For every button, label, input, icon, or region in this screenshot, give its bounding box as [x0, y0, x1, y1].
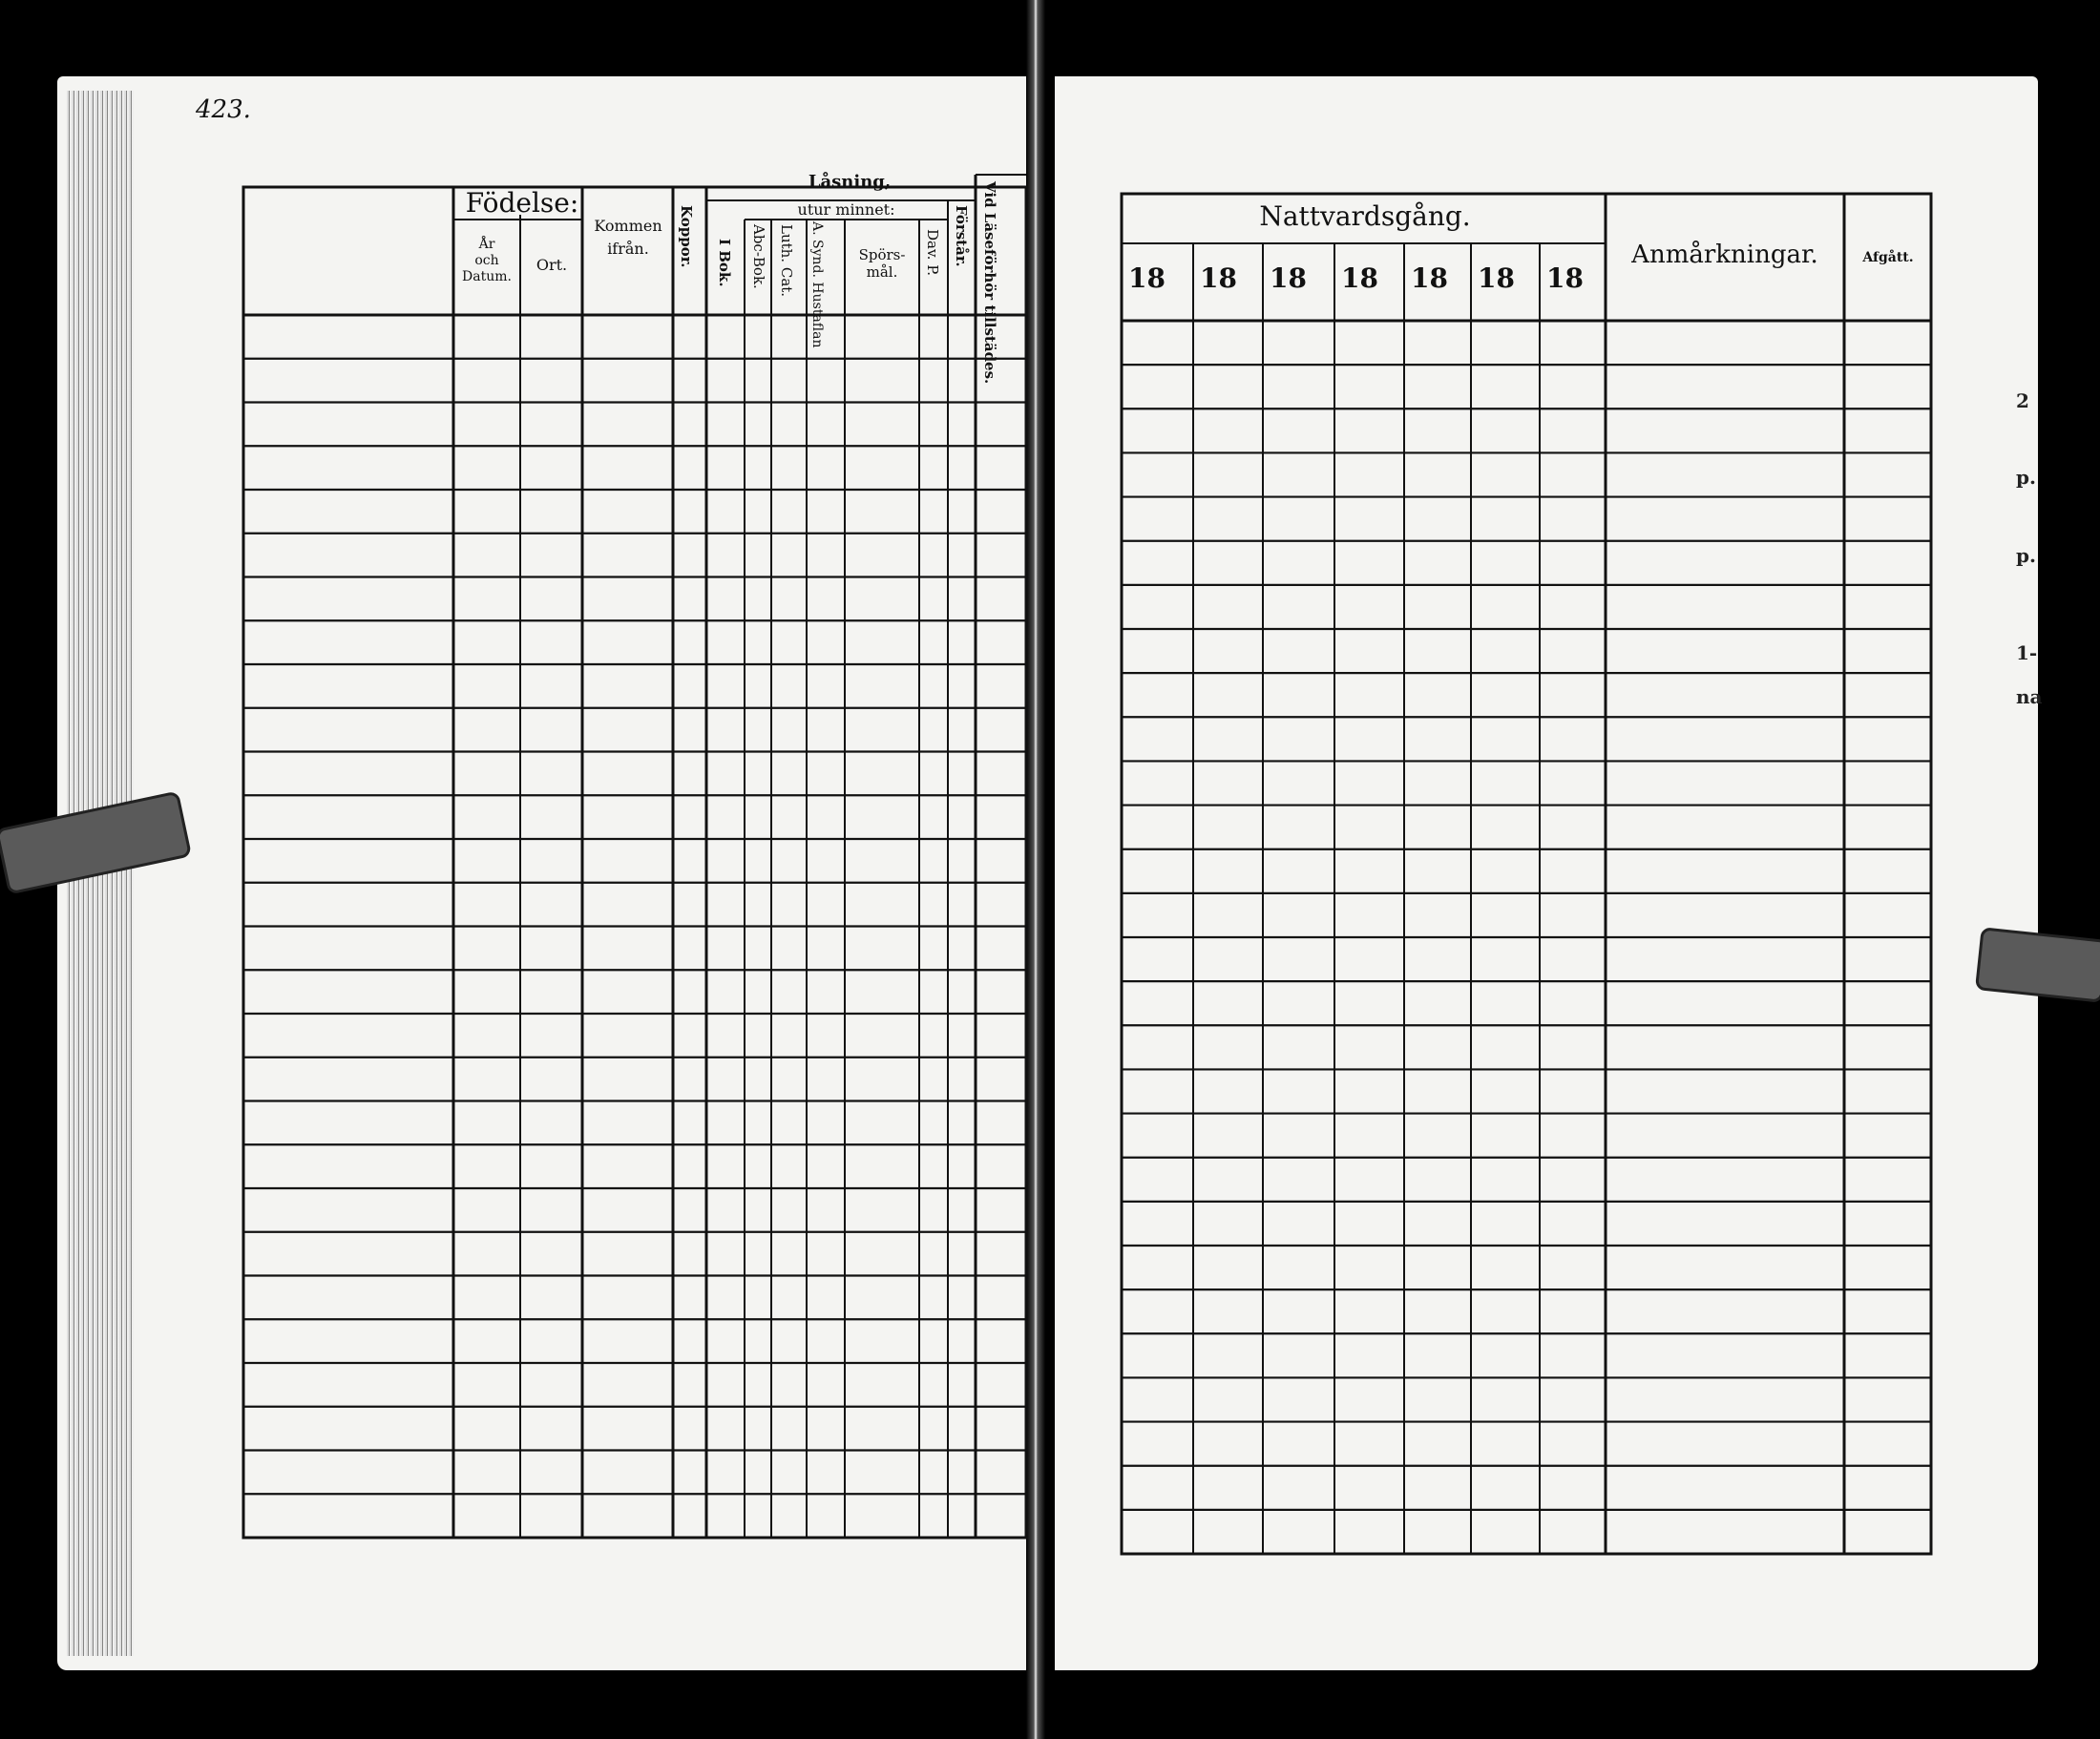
anmarkningar-header: Anmårkningar.: [1631, 241, 1818, 269]
right-table-frame: [1122, 194, 1931, 1554]
fodelse-header: Födelse:: [465, 187, 579, 219]
margin-fragment: p.: [2016, 544, 2036, 567]
dav-p-header: Dav. P.: [924, 229, 941, 277]
year-column-1: 18: [1128, 262, 1166, 294]
utur-minnet-header: utur minnet:: [797, 200, 895, 219]
margin-fragment: p.: [2016, 466, 2036, 489]
year-column-4: 18: [1341, 262, 1378, 294]
year-column-6: 18: [1478, 262, 1515, 294]
year-column-5: 18: [1411, 262, 1448, 294]
ort-header: Ort.: [536, 256, 568, 274]
year-column-2: 18: [1200, 262, 1237, 294]
abc-bok-header: Abc-Bok.: [750, 224, 767, 289]
lasning-header: Låsning,: [808, 172, 892, 192]
right-table-rows: [1122, 365, 1931, 1510]
nattvardsgang-header: Nattvardsgång.: [1259, 200, 1471, 232]
koppor-header: Koppor.: [678, 205, 695, 268]
year-column-3: 18: [1270, 262, 1307, 294]
left-table-rows: [243, 359, 1026, 1495]
kommen-ifran-header: Kommen ifrån.: [594, 217, 662, 258]
vid-laseforhor-header: Vid Läseförhör tillstädes.: [981, 181, 998, 385]
margin-fragment: na: [2016, 685, 2043, 708]
margin-fragment: 2: [2016, 389, 2029, 412]
luth-cat-header: Luth. Cat.: [778, 224, 795, 298]
year-column-7: 18: [1546, 262, 1584, 294]
margin-fragment: 1-: [2016, 641, 2038, 664]
a-synd-header: A. Synd. Hustaflan: [809, 221, 825, 348]
left-table-frame: [243, 175, 1026, 1538]
sporsmal-header: Spörs- mål.: [858, 246, 906, 281]
page-number: 423.: [196, 95, 251, 124]
ar-och-datum-header: År och Datum.: [462, 237, 512, 284]
afgatt-header: Afgått.: [1862, 250, 1914, 265]
forstar-header: Förstår.: [953, 205, 970, 267]
i-bok-header: I Bok.: [716, 239, 733, 287]
